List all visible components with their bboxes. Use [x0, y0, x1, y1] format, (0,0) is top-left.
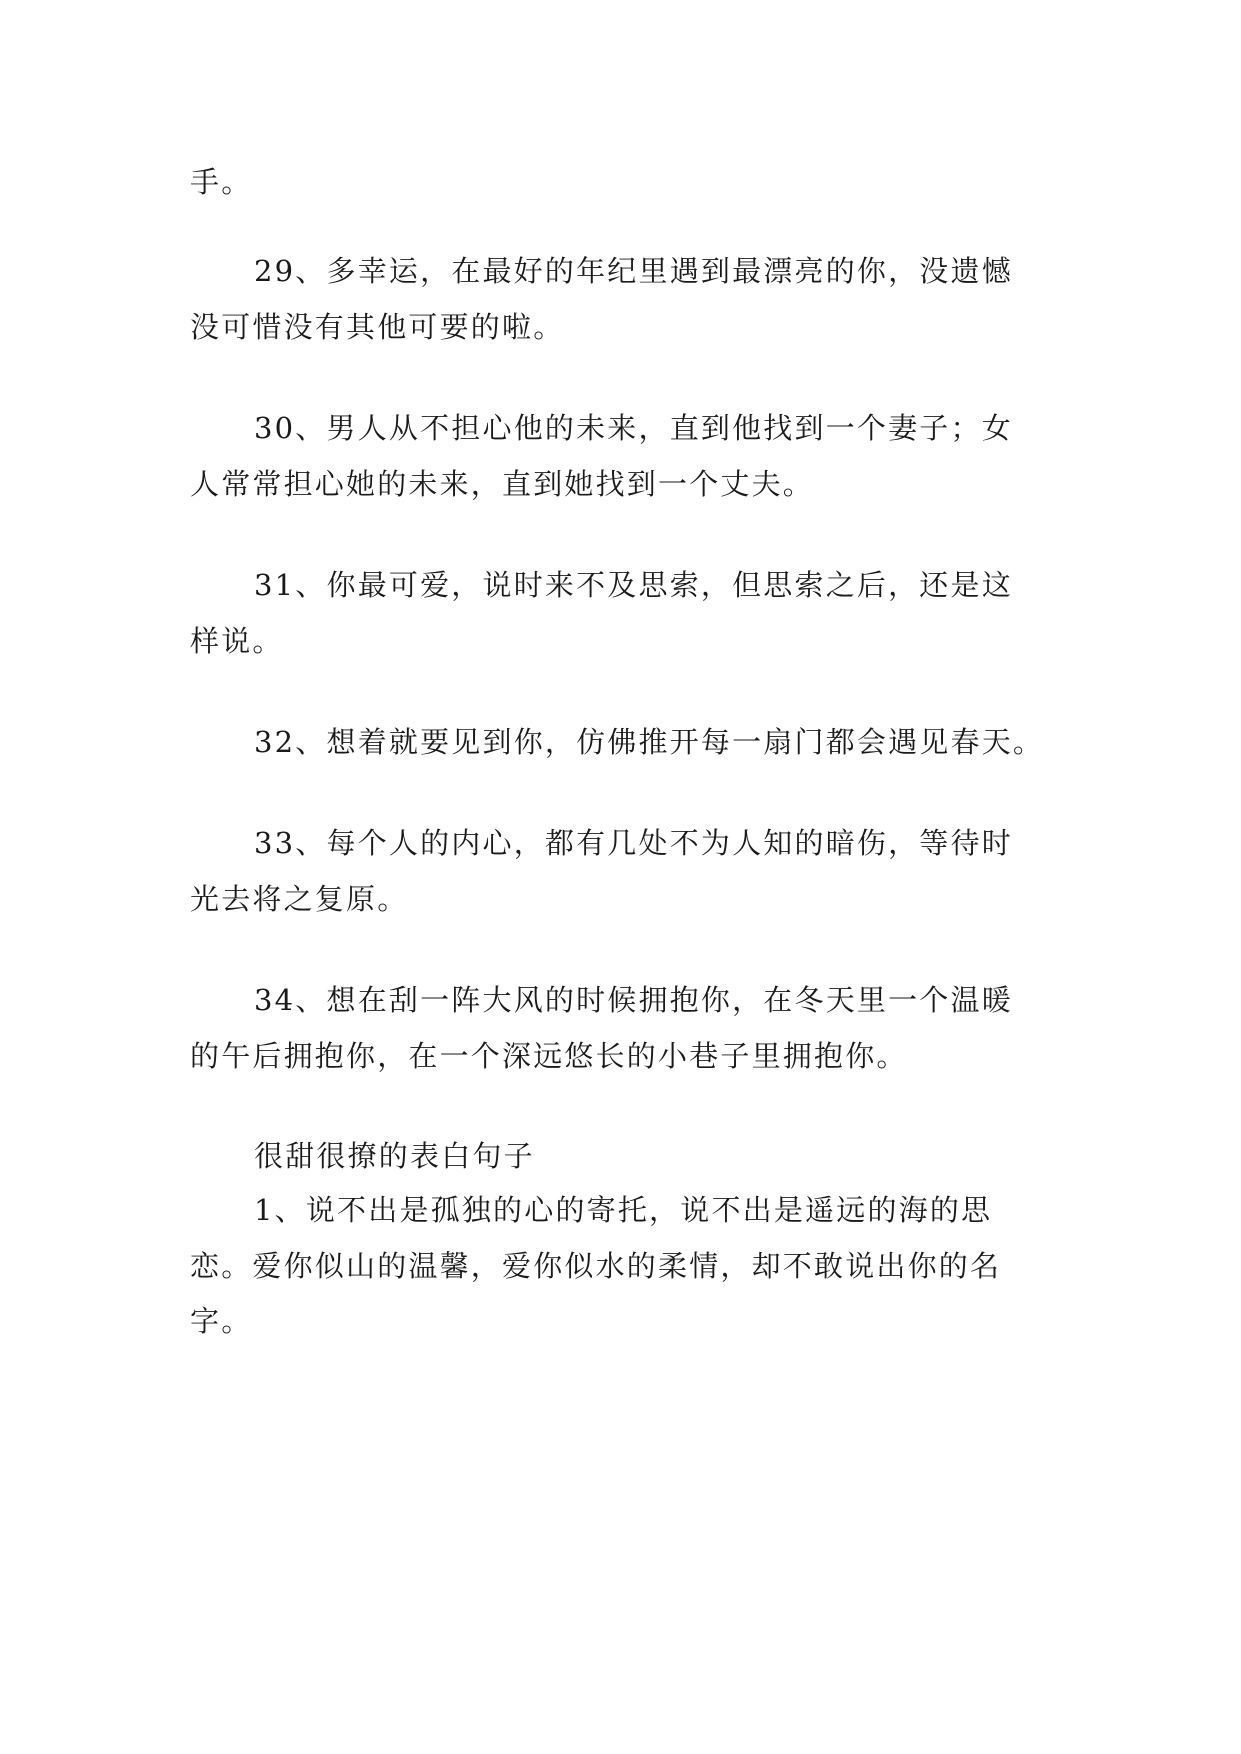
paragraph-1-line-1: 1、说不出是孤独的心的寄托，说不出是遥远的海的思 [254, 1193, 993, 1227]
paragraph-34-line-1: 34、想在刮一阵大风的时候拥抱你，在冬天里一个温暖 [254, 983, 1013, 1017]
paragraph-34-line-2: 的午后拥抱你，在一个深远悠长的小巷子里拥抱你。 [190, 1039, 908, 1073]
paragraph-1-line-2: 恋。爱你似山的温馨，爱你似水的柔情，却不敢说出你的名 [190, 1249, 1002, 1283]
paragraph-30-line-2: 人常常担心她的未来，直到她找到一个丈夫。 [190, 467, 815, 501]
paragraph-1-line-3: 字。 [190, 1304, 253, 1338]
paragraph-31-line-2: 样说。 [190, 624, 284, 658]
paragraph-30-line-1: 30、男人从不担心他的未来，直到他找到一个妻子；女 [254, 411, 1013, 445]
paragraph-31-line-1: 31、你最可爱，说时来不及思索，但思索之后，还是这 [254, 568, 1013, 602]
paragraph-33-line-1: 33、每个人的内心，都有几处不为人知的暗伤，等待时 [254, 826, 1013, 860]
paragraph-29-line-1: 29、多幸运，在最好的年纪里遇到最漂亮的你，没遗憾 [254, 254, 1013, 288]
section-heading: 很甜很撩的表白句子 [254, 1139, 535, 1173]
paragraph-32-line-1: 32、想着就要见到你，仿佛推开每一扇门都会遇见春天。 [254, 725, 1045, 759]
paragraph-28-line-2: 手。 [190, 165, 253, 199]
paragraph-33-line-2: 光去将之复原。 [190, 882, 409, 916]
paragraph-29-line-2: 没可惜没有其他可要的啦。 [190, 310, 565, 344]
